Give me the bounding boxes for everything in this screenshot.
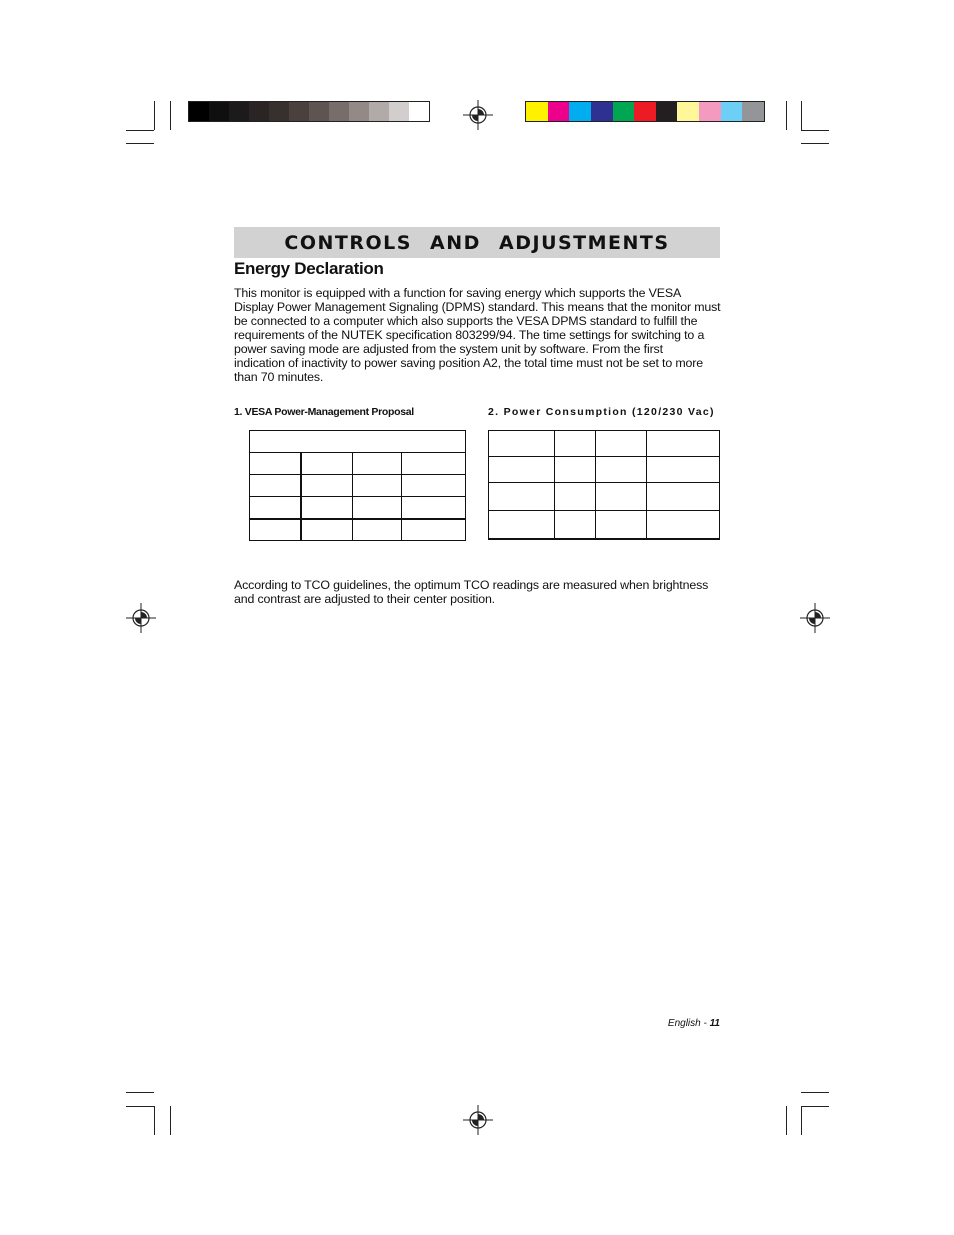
text-line: be connected to a computer which also supports the VESA DPMS standard to fulfill the: [234, 314, 698, 328]
text-line: Display Power Management Signaling (DPMS) standard. This means that the monitor must: [234, 300, 721, 314]
color-swatch: [309, 102, 329, 121]
table-cell: [402, 475, 466, 497]
text-line: According to TCO guidelines, the optimum TCO readings are measured when brightness: [234, 578, 709, 592]
table-cell: [402, 519, 466, 541]
color-swatch: [677, 102, 699, 121]
color-swatch: [269, 102, 289, 121]
table-cell: [555, 431, 596, 457]
table-cell: [402, 497, 466, 519]
vesa-power-table: [249, 430, 466, 541]
table-cell: [596, 431, 647, 457]
color-swatch: [591, 102, 613, 121]
table-cell: [301, 519, 353, 541]
registration-mark-icon: [126, 603, 156, 633]
color-swatch: [548, 102, 570, 121]
table1-caption: 1. VESA Power-Management Proposal: [234, 406, 414, 418]
table-cell: [301, 453, 353, 475]
color-swatch: [369, 102, 389, 121]
color-swatch: [389, 102, 409, 121]
table-cell: [647, 431, 720, 457]
crop-mark: [801, 143, 829, 144]
table-cell: [353, 519, 402, 541]
color-swatch: [249, 102, 269, 121]
color-swatch: [349, 102, 369, 121]
color-swatch: [613, 102, 635, 121]
crop-mark: [801, 101, 802, 130]
page-footer: [600, 1018, 720, 1029]
color-calibration-bar: [525, 101, 765, 122]
table-cell: [402, 453, 466, 475]
text-line: requirements of the NUTEK specification 803299/94. The time settings for switching to a: [234, 328, 705, 342]
color-swatch: [289, 102, 309, 121]
crop-mark: [154, 1106, 155, 1135]
color-swatch: [742, 102, 764, 121]
table-cell: [489, 431, 555, 457]
color-swatch: [569, 102, 591, 121]
table-cell: [301, 497, 353, 519]
crop-mark: [801, 1106, 802, 1135]
color-swatch: [229, 102, 249, 121]
color-swatch: [329, 102, 349, 121]
color-swatch: [656, 102, 678, 121]
table-cell: [596, 511, 647, 539]
page-number: 11: [709, 1018, 720, 1029]
table-cell: [596, 457, 647, 483]
table2-caption: 2. Power Consumption (120/230 Vac): [488, 406, 715, 418]
crop-mark: [786, 1106, 787, 1135]
color-swatch: [699, 102, 721, 121]
crop-mark: [170, 1106, 171, 1135]
subheading: Energy Declaration: [234, 259, 384, 278]
color-swatch: [209, 102, 229, 121]
table-cell: [301, 475, 353, 497]
table-cell: [489, 457, 555, 483]
registration-mark-icon: [800, 603, 830, 633]
crop-mark: [154, 101, 155, 130]
text-line: This monitor is equipped with a function for saving energy which supports the VESA: [234, 286, 682, 300]
footer-language: English -: [667, 1018, 710, 1029]
color-swatch: [526, 102, 548, 121]
crop-mark: [801, 130, 829, 131]
table-cell: [596, 483, 647, 511]
crop-mark: [126, 1092, 154, 1093]
section-title: CONTROLS AND ADJUSTMENTS: [284, 231, 670, 254]
registration-mark-icon: [463, 100, 493, 130]
crop-mark: [170, 101, 171, 130]
table-cell: [250, 431, 466, 453]
tco-paragraph: [234, 578, 724, 606]
text-line: indication of inactivity to power saving position A2, the total time must not be set to more: [234, 356, 703, 370]
table-cell: [353, 497, 402, 519]
grayscale-calibration-bar: [188, 101, 430, 122]
intro-paragraph: [234, 286, 724, 384]
text-line: power saving mode are adjusted from the system unit by software. From the first: [234, 342, 663, 356]
crop-mark: [126, 143, 154, 144]
table-cell: [555, 457, 596, 483]
color-swatch: [721, 102, 743, 121]
crop-mark: [801, 1106, 829, 1107]
table-cell: [555, 483, 596, 511]
table-cell: [250, 497, 302, 519]
table-cell: [489, 511, 555, 539]
table-cell: [555, 511, 596, 539]
table-cell: [353, 475, 402, 497]
text-line: than 70 minutes.: [234, 370, 324, 384]
crop-mark: [126, 1106, 154, 1107]
table-cell: [250, 519, 302, 541]
color-swatch: [189, 102, 209, 121]
table-cell: [353, 453, 402, 475]
color-swatch: [409, 102, 429, 121]
crop-mark: [786, 101, 787, 130]
table-cell: [250, 453, 302, 475]
crop-mark: [801, 1092, 829, 1093]
power-consumption-table: [488, 430, 720, 540]
color-swatch: [634, 102, 656, 121]
table-cell: [647, 483, 720, 511]
section-title-band: [234, 227, 720, 258]
table-cell: [647, 511, 720, 539]
crop-mark: [126, 130, 154, 131]
table-cell: [647, 457, 720, 483]
table-cell: [489, 483, 555, 511]
registration-mark-icon: [463, 1105, 493, 1135]
text-line: and contrast are adjusted to their center position.: [234, 592, 495, 606]
table-cell: [250, 475, 302, 497]
